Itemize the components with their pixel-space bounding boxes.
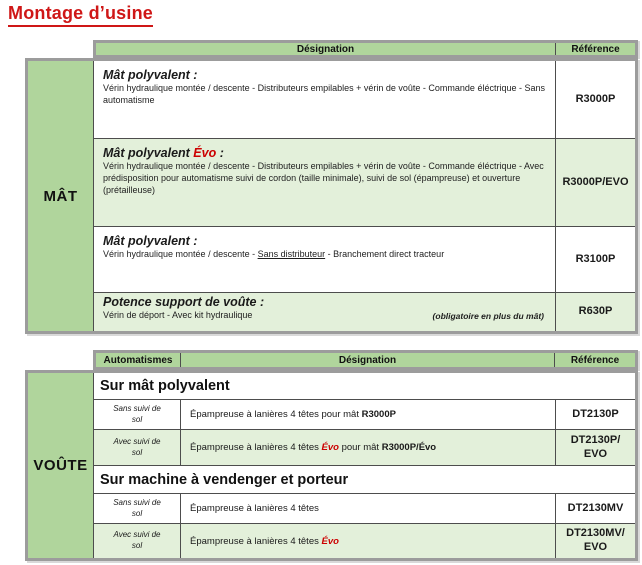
mast-table-header-row (93, 40, 638, 58)
section-title: Sur mât polyvalent (93, 373, 635, 399)
product-description: Épampreuse à lanières 4 têtes pour mât R3000P (190, 409, 396, 420)
underlined-text: Sans distributeur (257, 249, 326, 259)
mast-header-designation: Désignation (296, 43, 355, 55)
product-description: Vérin hydraulique montée / descente - Sans distributeur - Branchement direct tracteur (103, 249, 445, 259)
product-description: Vérin hydraulique montée / descente - Distributeurs empilables + vérin de voûte - Commande éléctrique - Sans automatisme (103, 83, 545, 105)
table-row-designation (93, 61, 555, 138)
bold-reference-text: R3000P (361, 409, 396, 420)
reference-cell: R3000P (555, 61, 635, 138)
vault-table-body (25, 370, 638, 561)
reference-cell: DT2130MV (555, 493, 635, 523)
table-row-designation (93, 138, 555, 226)
table-row-designation (180, 399, 555, 429)
reference-cell: R3000P/EVO (555, 138, 635, 226)
reference-cell: DT2130MV/ EVO (555, 523, 635, 558)
evo-accent: Évo (321, 535, 339, 547)
product-title: Mât polyvalent Évo : (103, 146, 224, 160)
product-description: Vérin de déport - Avec kit hydraulique (obligatoire en plus du mât) (103, 310, 544, 321)
automatisme-cell: Sans suivi de sol (93, 493, 180, 523)
product-title: Mât polyvalent : (103, 234, 198, 248)
automatisme-cell: Avec suivi de sol (93, 523, 180, 558)
bold-reference-text: R3000P/Évo (381, 442, 437, 453)
page-title: Montage d’usine (8, 3, 153, 27)
product-title: Mât polyvalent : (103, 68, 198, 82)
mast-header-reference: Référence (555, 43, 635, 55)
vault-header-automatismes: Automatismes (103, 354, 173, 366)
reference-cell: R630P (555, 292, 635, 331)
evo-accent: Évo (193, 146, 217, 160)
section-title: Sur machine à vendenger et porteur (93, 465, 635, 493)
mast-group-label: MÂT (28, 61, 93, 331)
table-row-designation (93, 292, 555, 331)
table-row-designation (180, 429, 555, 465)
product-description: Épampreuse à lanières 4 têtes (190, 503, 319, 514)
table-row-designation (180, 493, 555, 523)
vault-table-header-row (93, 350, 638, 370)
table-row-designation (180, 523, 555, 558)
reference-cell: DT2130P (555, 399, 635, 429)
reference-cell: R3100P (555, 226, 635, 292)
product-description: Vérin hydraulique montée / descente - Distributeurs empilables + vérin de voûte - Commande éléctrique - Avec prédisposition pour automatisme suivi de cordon (taille minimale), suivi de sol (épampreuse) et ouverture (prétailleuse) (103, 161, 544, 195)
vault-group-label: VOÛTE (28, 373, 93, 558)
mandatory-note: (obligatoire en plus du mât) (432, 310, 544, 321)
automatisme-cell: Avec suivi de sol (93, 429, 180, 465)
product-title: Potence support de voûte : (103, 295, 265, 309)
automatisme-cell: Sans suivi de sol (93, 399, 180, 429)
vault-header-reference: Référence (554, 353, 635, 367)
vault-header-designation: Désignation (180, 353, 554, 367)
mast-table-body (25, 58, 638, 334)
evo-accent: Évo (321, 442, 339, 453)
product-description: Épampreuse à lanières 4 têtes Évo pour mât R3000P/Évo (190, 442, 437, 453)
table-row-designation (93, 226, 555, 292)
reference-cell: DT2130P/ EVO (555, 429, 635, 465)
product-description: Épampreuse à lanières 4 têtes Évo (190, 535, 339, 547)
